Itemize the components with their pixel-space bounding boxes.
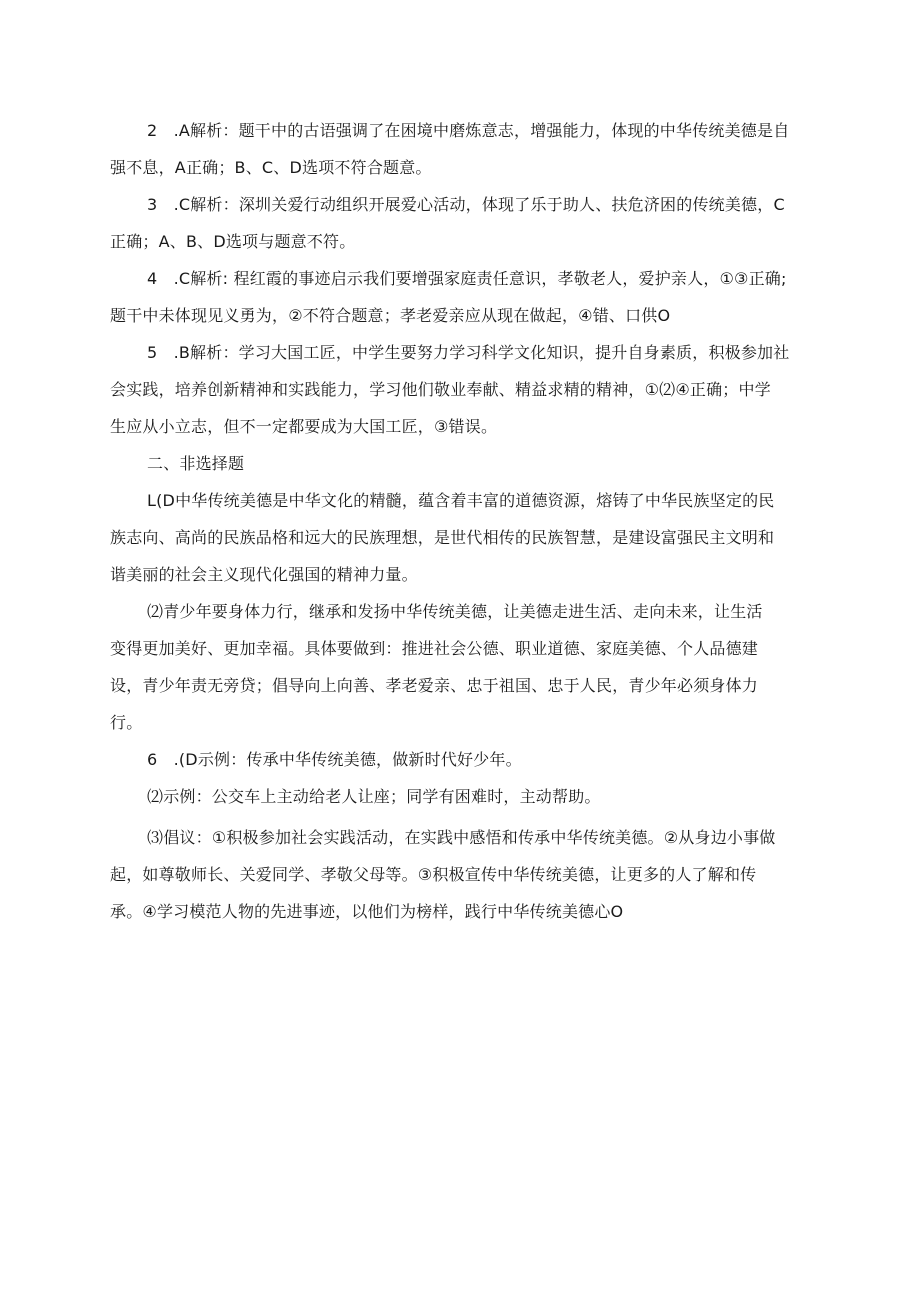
text-line: 强不息，A正确；B、C、D选项不符合题意。 (110, 158, 432, 177)
text-line: 题干中未体现见义勇为，②不符合题意；孝老爱亲应从现在做起，④错、口供O (110, 306, 671, 325)
text-line: 行。 (110, 713, 143, 732)
text-line: 4 .C解析: 程红霞的事迹启示我们要增强家庭责任意识，孝敬老人，爱护亲人，①③正确; (147, 269, 787, 288)
essay-paragraph-1 (110, 482, 808, 593)
text-line: 起，如尊敬师长、关爱同学、孝敬父母等。③积极宣传中华传统美德，让更多的人了解和传 (110, 865, 757, 884)
essay-paragraph-4 (110, 778, 808, 815)
text-line: 2 .A解析：题干中的古语强调了在困境中磨炼意志，增强能力，体现的中华传统美德是自 (147, 121, 790, 140)
text-line: 6 .(D示例：传承中华传统美德，做新时代好少年。 (147, 750, 522, 769)
essay-paragraph-3 (110, 741, 808, 778)
answer-q5 (110, 334, 808, 445)
text-line: ⑵青少年要身体力行，继承和发扬中华传统美德，让美德走进生活、走向未来，让生活 (147, 602, 763, 621)
text-line: 会实践，培养创新精神和实践能力，学习他们敬业奉献、精益求精的精神，①⑵④正确；中学 (110, 380, 771, 399)
text-line: L(D中华传统美德是中华文化的精髓，蕴含着丰富的道德资源，熔铸了中华民族坚定的民 (147, 491, 775, 510)
text-line: 变得更加美好、更加幸福。具体要做到：推进社会公德、职业道德、家庭美德、个人品德建 (110, 639, 759, 658)
text-line: 承。④学习模范人物的先进事迹，以他们为榜样，践行中华传统美德心O (110, 902, 624, 921)
essay-paragraph-2 (110, 593, 808, 741)
text-line: 生应从小立志，但不一定都要成为大国工匠，③错误。 (110, 417, 498, 436)
section-title (110, 445, 808, 482)
text-line: 谐美丽的社会主义现代化强国的精神力量。 (110, 565, 418, 584)
text-line: ⑶倡议：①积极参加社会实践活动，在实践中感悟和传承中华传统美德。②从身边小事做 (147, 828, 776, 847)
text-line: 正确；A、B、D选项与题意不符。 (110, 232, 356, 251)
essay-paragraph-5 (110, 819, 808, 930)
text-line: ⑵示例：公交车上主动给老人让座；同学有困难时，主动帮助。 (147, 787, 601, 806)
section-title-text: 二、非选择题 (147, 454, 245, 473)
answer-q3 (110, 186, 808, 260)
answer-content (110, 112, 808, 930)
text-line: 5 .B解析：学习大国工匠，中学生要努力学习科学文化知识，提升自身素质，积极参加社 (147, 343, 790, 362)
text-line: 设，青少年责无旁贷；倡导向上向善、孝老爱亲、忠于祖国、忠于人民，青少年必须身体力 (110, 676, 759, 695)
answer-q4 (110, 260, 808, 334)
text-line: 族志向、高尚的民族品格和远大的民族理想，是世代相传的民族智慧，是建设富强民主文明和 (110, 528, 775, 547)
answer-q2 (110, 112, 808, 186)
text-line: 3 .C解析：深圳关爱行动组织开展爱心活动，体现了乐于助人、扶危济困的传统美德，C (147, 195, 785, 214)
